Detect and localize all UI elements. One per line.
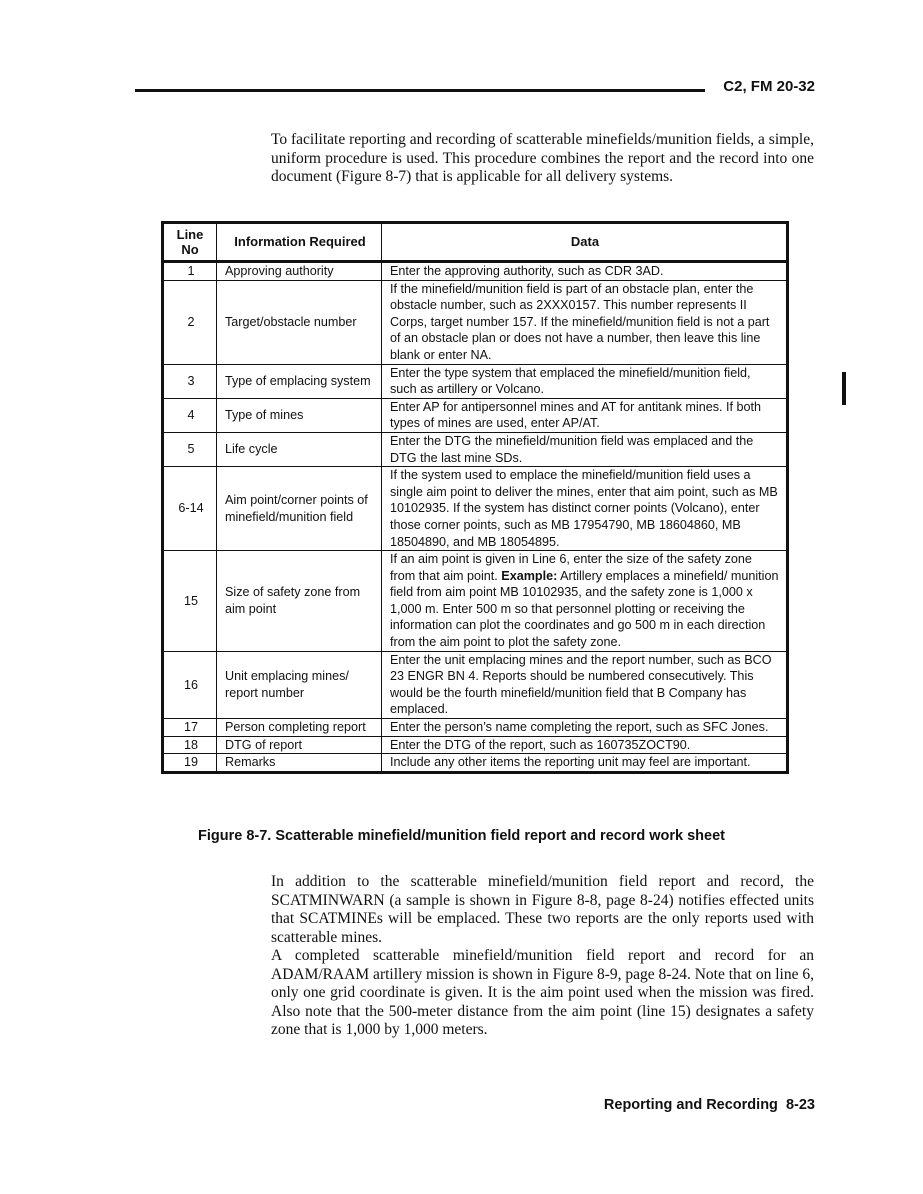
line-number: 17 bbox=[163, 719, 217, 737]
column-header-data: Data bbox=[382, 223, 788, 262]
data-cell: Include any other items the reporting unit may feel are important. bbox=[382, 754, 788, 773]
line-number: 4 bbox=[163, 398, 217, 432]
info-required: Approving authority bbox=[217, 262, 382, 281]
change-bar bbox=[842, 372, 846, 405]
line-number: 19 bbox=[163, 754, 217, 773]
line-number: 16 bbox=[163, 651, 217, 718]
line-number: 6-14 bbox=[163, 467, 217, 551]
line-number: 15 bbox=[163, 551, 217, 652]
line-number: 18 bbox=[163, 736, 217, 754]
table-row bbox=[163, 754, 788, 773]
table-row bbox=[163, 551, 788, 652]
data-cell: If the minefield/munition field is part of an obstacle plan, enter the obstacle number, such as 2XXX0157. This number represents II Corps, target number 157. If the minefield/munition field is not a part of an obstacle plan or does not have a number, then leave this line blank or enter NA. bbox=[382, 280, 788, 364]
column-header-info: Information Required bbox=[217, 223, 382, 262]
table-row bbox=[163, 364, 788, 398]
data-cell: Enter AP for antipersonnel mines and AT for antitank mines. If both types of mines are used, enter AP/AT. bbox=[382, 398, 788, 432]
body-paragraph-3: A completed scatterable minefield/munition field report and record for an ADAM/RAAM artillery mission is shown in Figure 8-9, page 8-24. Note that on line 6, only one grid coordinate is given. It is the aim point used when the mission was fired. Also note that the 500-meter distance from the aim point (line 15) designates a safety zone that is 1,000 by 1,000 meters. bbox=[271, 947, 814, 1039]
column-header-line: Line No bbox=[163, 223, 217, 262]
header-rule bbox=[135, 89, 705, 92]
table-row bbox=[163, 262, 788, 281]
data-cell: Enter the DTG the minefield/munition field was emplaced and the DTG the last mine SDs. bbox=[382, 432, 788, 466]
data-cell: If the system used to emplace the minefield/munition field uses a single aim point to deliver the mines, enter that aim point, such as MB 10102935. If the system has distinct corner points (Volcano), enter those corner points, such as MB 17954790, MB 18604860, MB 18504890, and MB 18054895. bbox=[382, 467, 788, 551]
info-required: Life cycle bbox=[217, 432, 382, 466]
table-row bbox=[163, 280, 788, 364]
data-cell: Enter the DTG of the report, such as 160735ZOCT90. bbox=[382, 736, 788, 754]
info-required: Aim point/corner points of minefield/munition field bbox=[217, 467, 382, 551]
page-footer: Reporting and Recording 8-23 bbox=[603, 1097, 815, 1113]
info-required: Size of safety zone from aim point bbox=[217, 551, 382, 652]
line-number: 5 bbox=[163, 432, 217, 466]
line-number: 1 bbox=[163, 262, 217, 281]
intro-paragraph: To facilitate reporting and recording of scatterable minefields/munition fields, a simple, uniform procedure is used. This procedure combines the report and the record into one document (Figure 8-7) that is applicable for all delivery systems. bbox=[271, 131, 814, 186]
figure-caption: Figure 8-7. Scatterable minefield/munition field report and record work sheet bbox=[198, 828, 725, 844]
info-required: Type of mines bbox=[217, 398, 382, 432]
data-cell: Enter the unit emplacing mines and the report number, such as BCO 23 ENGR BN 4. Reports should be numbered consecutively. This would be the fourth minefield/munition field that B Company has emplaced. bbox=[382, 651, 788, 718]
info-required: Type of emplacing system bbox=[217, 364, 382, 398]
table-row bbox=[163, 736, 788, 754]
line-number: 3 bbox=[163, 364, 217, 398]
table-row bbox=[163, 398, 788, 432]
table-row bbox=[163, 719, 788, 737]
table-row bbox=[163, 467, 788, 551]
report-worksheet-table bbox=[161, 221, 789, 774]
info-required: Person completing report bbox=[217, 719, 382, 737]
data-text-post: Artillery emplaces a minefield/ munition field from aim point MB 10102935, and the safety zone is 1,000 x 1,000 m. Enter 500 m so that personnel plotting or receiving the information can plot the coordinates and go 500 m in each direction from the aim point to plot the safety zone. bbox=[390, 568, 779, 650]
data-cell bbox=[382, 551, 788, 652]
line-number: 2 bbox=[163, 280, 217, 364]
running-header: C2, FM 20-32 bbox=[723, 78, 815, 95]
table-row bbox=[163, 432, 788, 466]
table-row bbox=[163, 651, 788, 718]
data-cell: Enter the type system that emplaced the minefield/munition field, such as artillery or Volcano. bbox=[382, 364, 788, 398]
data-cell: Enter the person’s name completing the report, such as SFC Jones. bbox=[382, 719, 788, 737]
table-header-row bbox=[163, 223, 788, 262]
info-required: DTG of report bbox=[217, 736, 382, 754]
info-required: Remarks bbox=[217, 754, 382, 773]
example-label: Example: bbox=[501, 568, 558, 583]
body-paragraph-2: In addition to the scatterable minefield/munition field report and record, the SCATMINWARN (a sample is shown in Figure 8-8, page 8-24) notifies effected units that SCATMINEs will be emplaced. These two reports are the only reports used with scatterable mines. bbox=[271, 873, 814, 946]
data-text-pre: If an aim point is given in Line 6, enter the size of the safety zone from that aim point. bbox=[390, 552, 752, 583]
info-required: Unit emplacing mines/ report number bbox=[217, 651, 382, 718]
info-required: Target/obstacle number bbox=[217, 280, 382, 364]
data-cell: Enter the approving authority, such as CDR 3AD. bbox=[382, 262, 788, 281]
